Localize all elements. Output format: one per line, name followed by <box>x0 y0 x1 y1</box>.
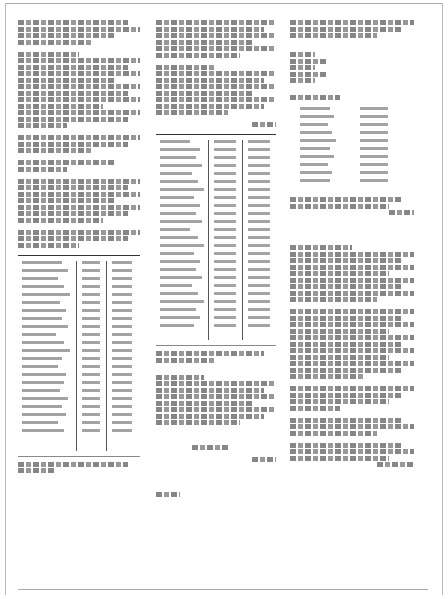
paragraph <box>290 309 414 379</box>
column-right <box>290 20 414 474</box>
page-frame-left <box>5 3 6 595</box>
column-middle <box>156 20 276 504</box>
paragraph <box>156 122 276 127</box>
table-note <box>290 197 414 215</box>
paragraph <box>18 20 140 45</box>
paragraph <box>156 375 276 426</box>
paragraph <box>290 95 414 100</box>
table-rule-bottom <box>18 456 140 457</box>
table-note <box>18 462 140 474</box>
page-frame-right <box>442 3 443 595</box>
paragraph <box>156 492 276 497</box>
paragraph <box>18 52 140 129</box>
table-note <box>156 351 276 363</box>
paragraph <box>290 20 414 38</box>
paragraph <box>18 230 140 248</box>
equation-area <box>156 445 276 485</box>
paragraph <box>156 20 276 58</box>
data-table-right <box>290 107 414 197</box>
table-rule-bottom <box>156 345 276 346</box>
column-left <box>18 20 140 480</box>
paragraph <box>290 443 414 468</box>
data-table-left <box>18 261 140 451</box>
footer-rule <box>18 589 428 590</box>
paragraph <box>290 245 414 302</box>
page-frame-top <box>5 3 443 4</box>
paragraph <box>290 418 414 436</box>
paragraph <box>18 160 140 172</box>
paragraph <box>290 52 414 83</box>
paragraph <box>156 65 276 116</box>
paragraph <box>18 179 140 223</box>
data-table-middle <box>156 140 276 340</box>
paragraph <box>18 135 140 153</box>
table-rule-top <box>156 134 276 135</box>
table-rule-top <box>18 255 140 256</box>
paragraph <box>290 386 414 411</box>
